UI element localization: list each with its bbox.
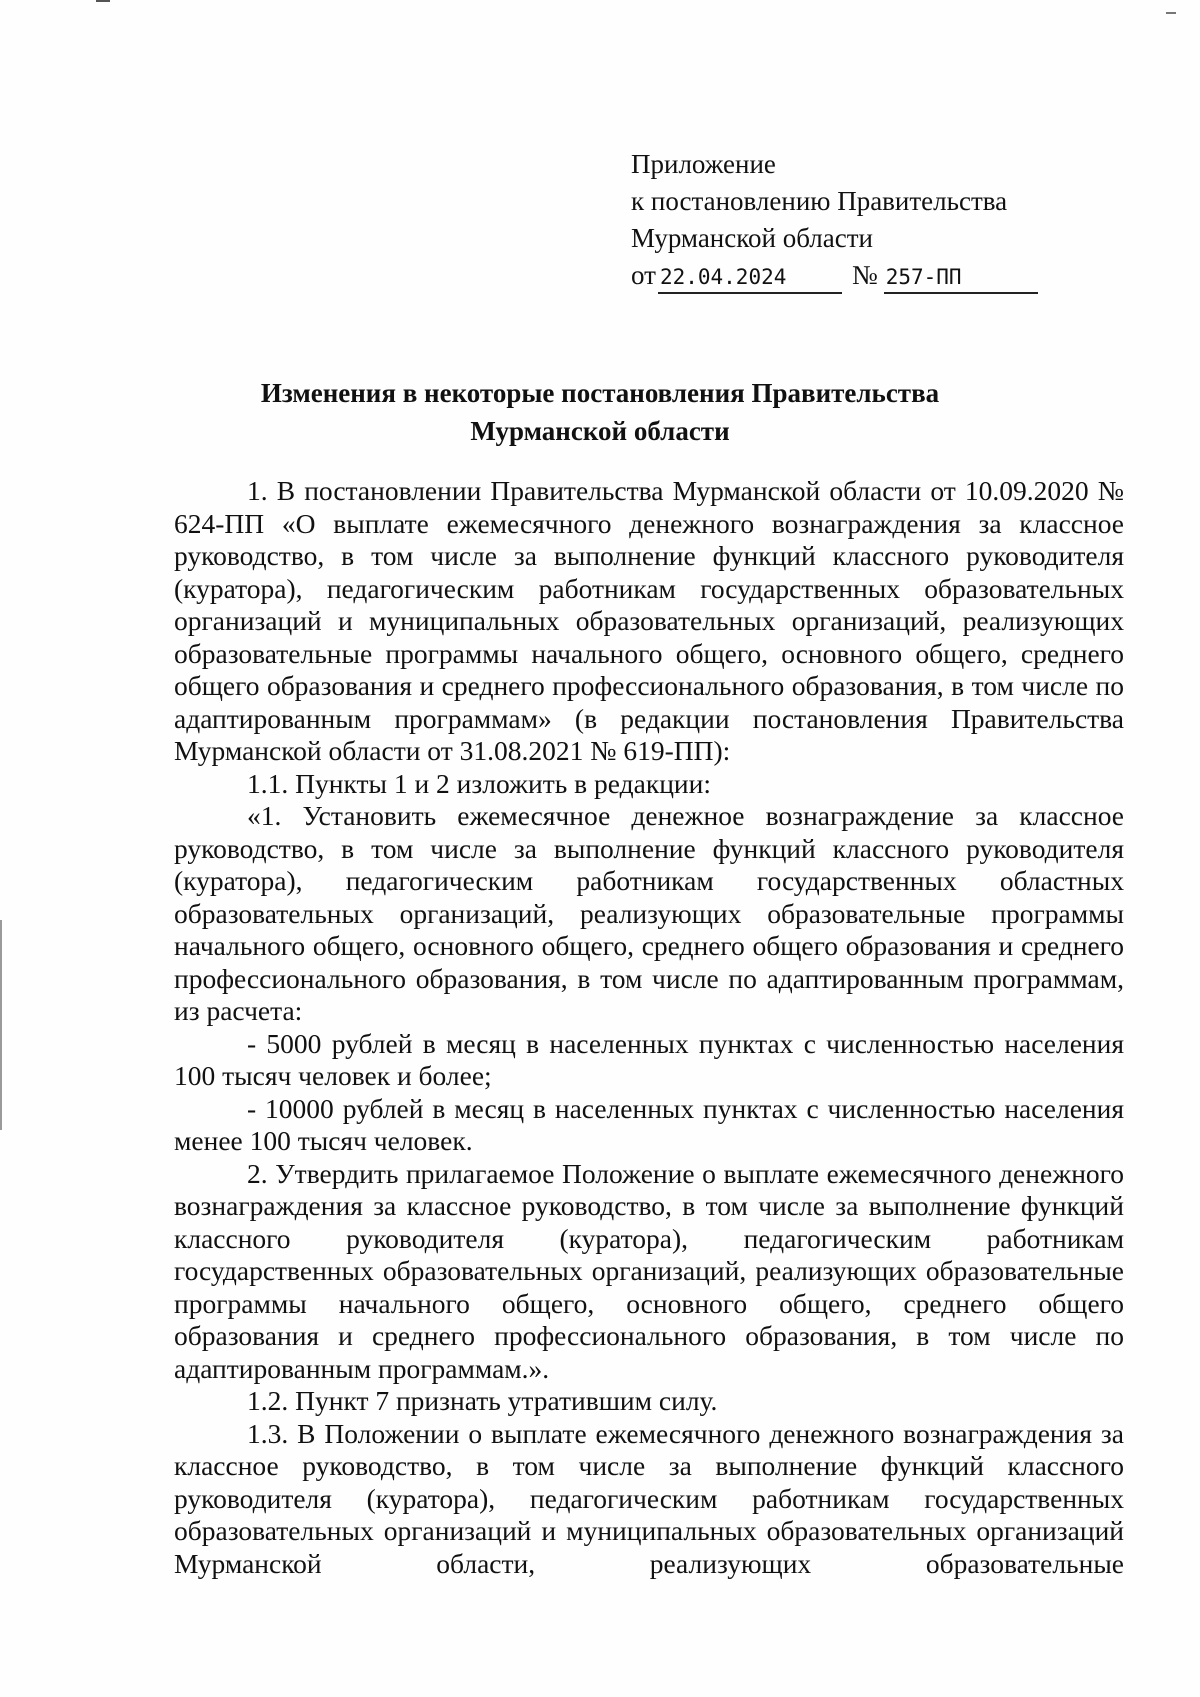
- paragraph-1-2: 1.2. Пункт 7 признать утратившим силу.: [247, 1385, 718, 1416]
- paragraph-1-3: 1.3. В Положении о выплате ежемесячного денежного вознаграждения за классное руководство, в том числе за выполнение функций классного руководителя (куратора), педагогическим работникам государственных образовательных организаций и муниципальных образовательных организаций Мурманской области, реализующих образовательные: [174, 1417, 1124, 1579]
- paragraph-2: 2. Утвердить прилагаемое Положение о выплате ежемесячного денежного вознаграждения за классное руководство, в том числе за выполнение функций классного руководителя (куратора), педагогическим работникам государственных образовательных организаций, реализующих образовательные программы начального общего, основного общего, среднего общего образования и среднего профессионального образования, в том числе по адаптированным программам.».: [174, 1157, 1124, 1384]
- scan-edge: [0, 920, 2, 1130]
- appendix-reference: к постановлению Правительства: [631, 186, 1008, 216]
- appendix-block: [631, 146, 1071, 294]
- appendix-region: Мурманской области: [631, 223, 873, 253]
- resolution-date: 22.04.2024: [658, 262, 842, 294]
- paragraph-quote-1: «1. Установить ежемесячное денежное вознаграждение за классное руководство, в том числе за выполнение функций классного руководителя (куратора), педагогическим работникам государственных областных образовательных организаций, реализующих образовательные программы начального общего, основного общего, среднего общего образования и среднего профессионального образования, в том числе по адаптированным программам, из расчета:: [174, 800, 1124, 1026]
- appendix-date-line: [631, 257, 1071, 294]
- date-prefix: от: [631, 260, 656, 290]
- paragraph-rate-1: - 5000 рублей в месяц в населенных пунктах с численностью населения 100 тысяч человек и более;: [174, 1027, 1124, 1091]
- paragraph-1: 1. В постановлении Правительства Мурманской области от 10.09.2020 № 624-ПП «О выплате ежемесячного денежного вознаграждения за классное руководство, в том числе за выполнение функций классного руководителя (куратора), педагогическим работникам государственных образовательных организаций и муниципальных образовательных организаций, реализующих образовательные программы начального общего, основного общего, среднего общего образования и среднего профессионального образования, в том числе по адаптированным программам» (в редакции постановления Правительства Мурманской области от 31.08.2021 № 619-ПП):: [174, 475, 1124, 766]
- resolution-number: 257-ПП: [884, 262, 1038, 294]
- number-sign: №: [851, 260, 878, 290]
- appendix-label: Приложение: [631, 149, 776, 179]
- document-body: [174, 475, 1124, 1580]
- scan-artifact: [96, 0, 110, 2]
- title-line-1: Изменения в некоторые постановления Правительства: [260, 378, 940, 408]
- paragraph-rate-2: - 10000 рублей в месяц в населенных пунктах с численностью населения менее 100 тысяч человек.: [174, 1092, 1124, 1156]
- document-title: [150, 374, 1050, 450]
- title-line-2: Мурманской области: [470, 416, 730, 446]
- scan-artifact: [1166, 12, 1176, 14]
- paragraph-1-1: 1.1. Пункты 1 и 2 изложить в редакции:: [247, 767, 711, 799]
